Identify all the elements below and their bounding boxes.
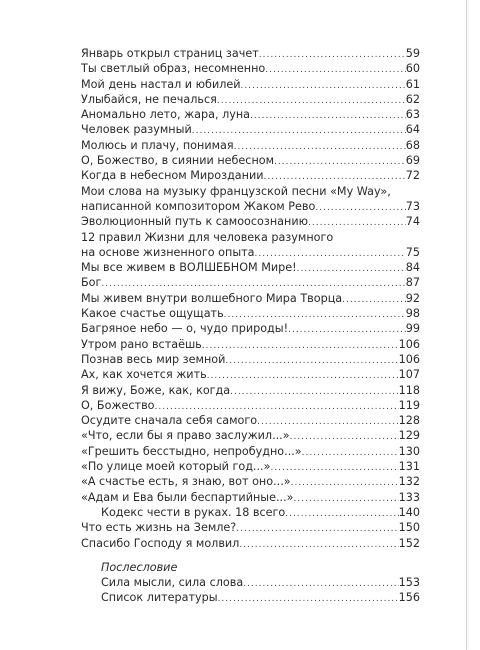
toc-entry-page: 129 bbox=[398, 429, 420, 443]
toc-entry bbox=[81, 459, 420, 474]
toc-entry-title: Бог bbox=[81, 276, 102, 290]
toc-entry-title: Мы живем внутри волшебного Мира Творца bbox=[81, 291, 343, 305]
toc-entry-title: Мой день настал и юбилей bbox=[81, 77, 241, 91]
toc-entry-page: 99 bbox=[405, 322, 420, 336]
toc-entry-title: «Что, если бы я право заслужил...» bbox=[81, 429, 290, 443]
toc-entry-title: «А счастье есть, я знаю, вот оно...» bbox=[81, 475, 291, 489]
toc-entry bbox=[81, 153, 420, 168]
toc-spacer bbox=[81, 551, 420, 560]
toc-entry-page: 128 bbox=[398, 414, 420, 428]
toc-entry bbox=[81, 505, 420, 520]
toc-entry-page: 73 bbox=[405, 199, 420, 213]
toc-entry-line: 12 правил Жизни для человека разумного bbox=[81, 230, 334, 244]
toc-entry-title: «Адам и Ева были беспартийные...» bbox=[81, 490, 294, 504]
toc-entry-title: Эволюционный путь к самоосознанию bbox=[81, 215, 309, 229]
book-page bbox=[22, 0, 467, 650]
table-of-contents bbox=[81, 46, 420, 606]
toc-entry-title: Спасибо Господу я молвил bbox=[81, 536, 240, 550]
toc-entry bbox=[81, 61, 420, 76]
toc-entry-page: 119 bbox=[398, 398, 420, 412]
toc-entry bbox=[81, 199, 420, 214]
toc-entry bbox=[81, 275, 420, 290]
toc-entry-page: 61 bbox=[405, 77, 420, 91]
toc-entry-page: 74 bbox=[405, 215, 420, 229]
toc-entry bbox=[81, 245, 420, 260]
toc-entry-page: 152 bbox=[398, 536, 420, 550]
toc-entry-page: 87 bbox=[405, 276, 420, 290]
toc-entry-title: Я вижу, Боже, как, когда bbox=[81, 383, 231, 397]
toc-entry-title: Когда в небесном Мироздании bbox=[81, 169, 264, 183]
toc-entry-page: 131 bbox=[398, 460, 420, 474]
toc-entry bbox=[81, 367, 420, 382]
toc-entry bbox=[81, 590, 420, 605]
toc-entry-page: 63 bbox=[405, 108, 420, 122]
toc-entry bbox=[81, 46, 420, 61]
toc-entry bbox=[81, 383, 420, 398]
toc-entry-page: 132 bbox=[398, 475, 420, 489]
toc-entry-title: Кодекс чести в руках. 18 всего bbox=[101, 505, 286, 519]
toc-entry-page: 60 bbox=[405, 62, 420, 76]
toc-entry-title: Утром рано встаёшь bbox=[81, 337, 202, 351]
toc-entry-page: 68 bbox=[405, 138, 420, 152]
toc-entry-page: 150 bbox=[398, 521, 420, 535]
toc-entry-title: Список литературы bbox=[101, 591, 218, 605]
toc-entry-title: «По улице моей который год...» bbox=[81, 460, 271, 474]
toc-entry-page: 75 bbox=[405, 245, 420, 259]
toc-entry-line: Мои слова на музыку французской песни «My Way», bbox=[81, 184, 391, 198]
toc-entry-page: 118 bbox=[398, 383, 420, 397]
toc-entry bbox=[81, 474, 420, 489]
toc-entry-page: 64 bbox=[405, 123, 420, 137]
toc-entry-page: 130 bbox=[398, 444, 420, 458]
toc-entry-page: 59 bbox=[405, 47, 420, 60]
toc-entry-page: 106 bbox=[398, 352, 420, 366]
toc-entry bbox=[81, 536, 420, 551]
toc-entry bbox=[81, 398, 420, 413]
toc-entry-title: Аномально лето, жара, луна bbox=[81, 108, 251, 122]
toc-entry-page: 107 bbox=[398, 368, 420, 382]
toc-entry-page: 72 bbox=[405, 169, 420, 183]
toc-entry-title: О, Божество bbox=[81, 398, 155, 412]
toc-entry-title: Молюсь и плачу, понимая bbox=[81, 138, 234, 152]
toc-entry-page: 92 bbox=[405, 291, 420, 305]
toc-entry bbox=[81, 107, 420, 122]
toc-entry-title: Человек разумный bbox=[81, 123, 192, 137]
toc-entry-title: Улыбайся, не печалься bbox=[81, 92, 217, 106]
toc-entry-page: 140 bbox=[398, 505, 420, 519]
toc-entry bbox=[81, 291, 420, 306]
toc-entry-title: Какое счастье ощущать bbox=[81, 307, 224, 321]
toc-entry-page: 153 bbox=[398, 576, 420, 590]
toc-entry bbox=[81, 428, 420, 443]
toc-entry-title: Ты светлый образ, несомненно bbox=[81, 62, 266, 76]
toc-entry-title: Мы все живем в ВОЛШЕБНОМ Мире! bbox=[81, 261, 297, 275]
toc-entry bbox=[81, 168, 420, 183]
toc-entry-title: Ах, как хочется жить bbox=[81, 368, 207, 382]
toc-entry bbox=[81, 444, 420, 459]
toc-entry bbox=[81, 77, 420, 92]
toc-entry bbox=[81, 575, 420, 590]
toc-entry-title: Сила мысли, сила слова bbox=[101, 576, 244, 590]
toc-entry-title: написанной композитором Жаком Рево bbox=[81, 199, 316, 213]
toc-entry-page: 133 bbox=[398, 490, 420, 504]
toc-entry-title: «Грешить бесстыдно, непробудно...» bbox=[81, 444, 302, 458]
toc-entry bbox=[81, 321, 420, 336]
toc-entry bbox=[81, 352, 420, 367]
toc-entry bbox=[81, 122, 420, 137]
toc-entry-title: О, Божество, в сиянии небесном bbox=[81, 154, 275, 168]
toc-entry bbox=[81, 214, 420, 229]
toc-entry-title: на основе жизненного опыта bbox=[81, 245, 255, 259]
toc-entry-page: 62 bbox=[405, 92, 420, 106]
toc-entry bbox=[81, 413, 420, 428]
toc-leader-dots bbox=[218, 592, 399, 607]
toc-entry-page: 84 bbox=[405, 261, 420, 275]
toc-entry-page: 98 bbox=[405, 307, 420, 321]
toc-entry-title: Январь открыл страниц зачет bbox=[81, 47, 259, 60]
toc-entry bbox=[81, 260, 420, 275]
toc-entry-title: Осудите сначала себя самого bbox=[81, 414, 258, 428]
toc-entry bbox=[81, 337, 420, 352]
toc-entry bbox=[81, 306, 420, 321]
toc-entry-page: 156 bbox=[398, 591, 420, 605]
toc-entry bbox=[81, 520, 420, 535]
toc-entry-page: 69 bbox=[405, 154, 420, 168]
toc-entry-title: Что есть жизнь на Земле? bbox=[81, 521, 237, 535]
toc-afterword-heading: Послесловие bbox=[101, 560, 178, 574]
toc-entry bbox=[81, 138, 420, 153]
toc-entry bbox=[81, 490, 420, 505]
toc-entry bbox=[81, 92, 420, 107]
toc-entry-page: 106 bbox=[398, 337, 420, 351]
toc-entry-title: Познав весь мир земной bbox=[81, 352, 226, 366]
toc-entry-title: Багряное небо — о, чудо природы! bbox=[81, 322, 289, 336]
